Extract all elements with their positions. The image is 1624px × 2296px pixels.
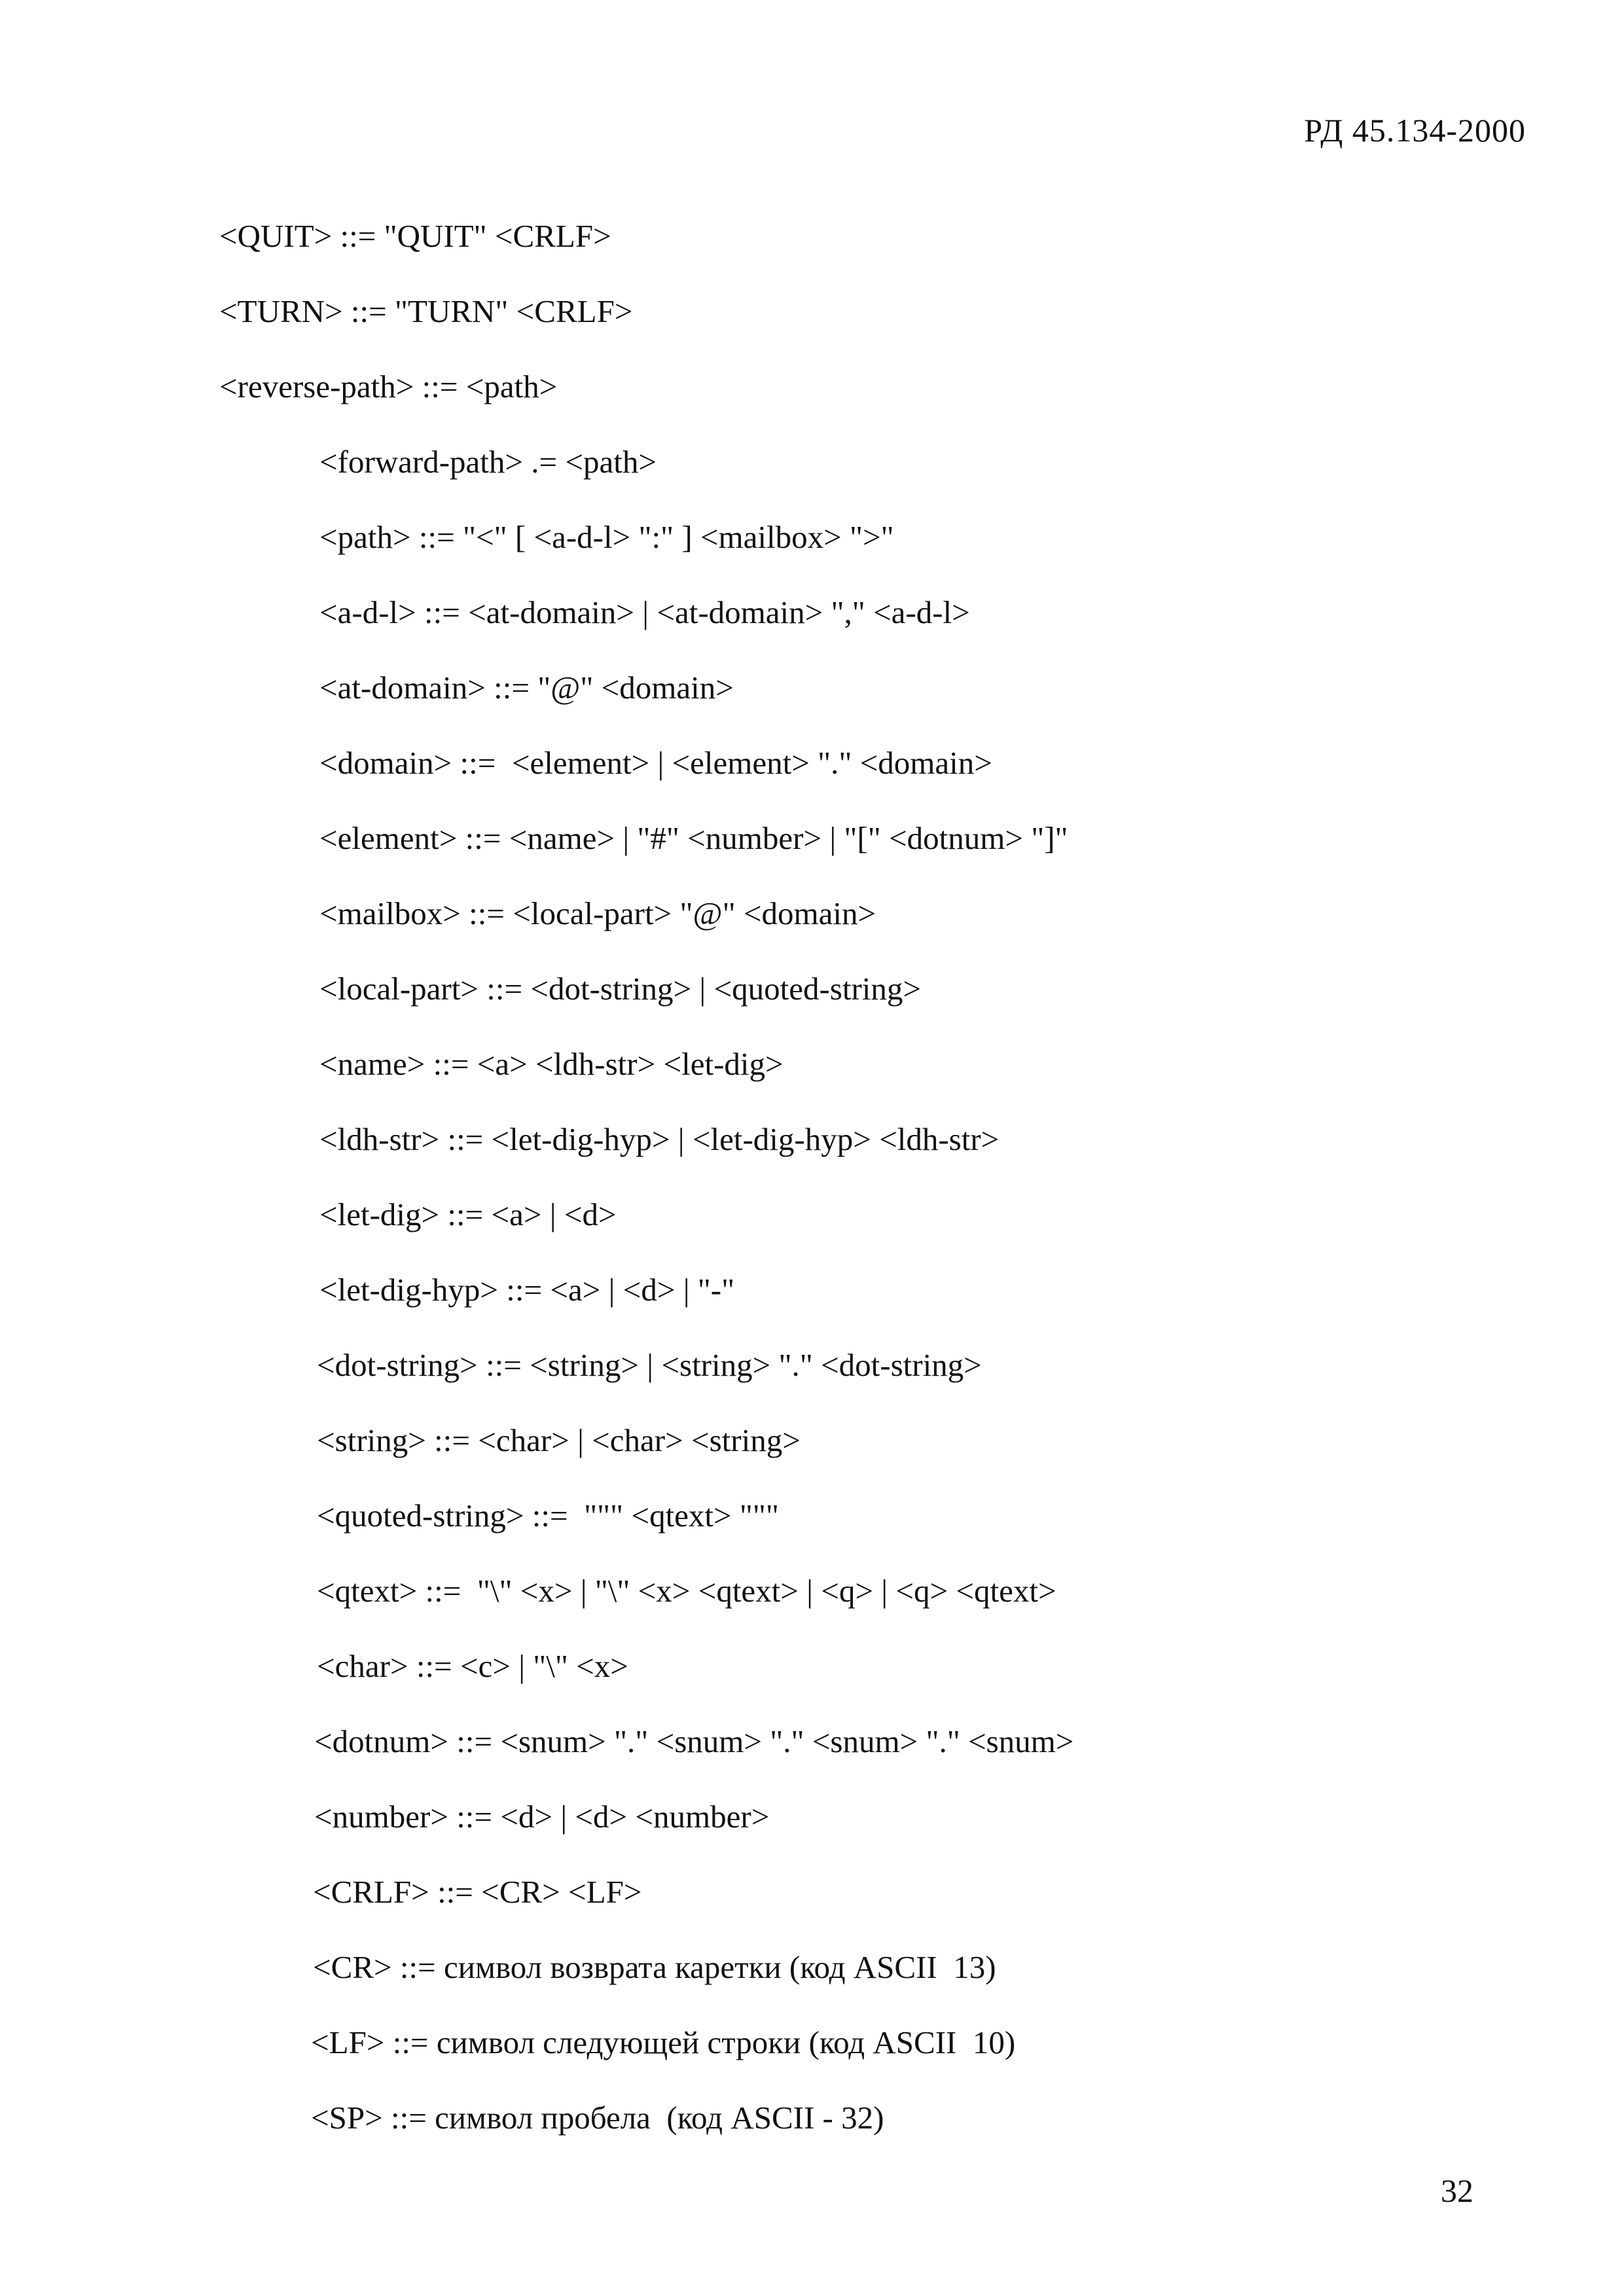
- grammar-rule-quoted-string: <quoted-string> ::= """ <qtext> """: [317, 1498, 779, 1534]
- grammar-rule-dot-string: <dot-string> ::= <string> | <string> "." <dot-string>: [317, 1347, 982, 1383]
- grammar-rule-at-domain: <at-domain> ::= "@" <domain>: [319, 670, 734, 706]
- grammar-rule-lf: <LF> ::= символ следующей строки (код ASCII 10): [311, 2024, 1016, 2060]
- grammar-rule-qtext: <qtext> ::= "\" <x> | "\" <x> <qtext> | <q> | <q> <qtext>: [317, 1573, 1056, 1609]
- grammar-rule-element: <element> ::= <name> | "#" <number> | "[" <dotnum> "]": [319, 820, 1068, 856]
- grammar-rule-number: <number> ::= <d> | <d> <number>: [314, 1799, 770, 1835]
- grammar-rule-a-d-l: <a-d-l> ::= <at-domain> | <at-domain> "," <a-d-l>: [319, 594, 970, 630]
- grammar-rule-reverse-path: <reverse-path> ::= <path>: [219, 368, 558, 404]
- grammar-rule-let-dig: <let-dig> ::= <a> | <d>: [319, 1196, 617, 1232]
- grammar-rule-crlf: <CRLF> ::= <CR> <LF>: [313, 1874, 642, 1910]
- grammar-rule-turn: <TURN> ::= "TURN" <CRLF>: [219, 293, 633, 329]
- grammar-rule-string: <string> ::= <char> | <char> <string>: [317, 1422, 801, 1458]
- grammar-rule-forward-path: <forward-path> .= <path>: [319, 444, 657, 480]
- grammar-rule-name: <name> ::= <a> <ldh-str> <let-dig>: [319, 1046, 784, 1082]
- grammar-rule-mailbox: <mailbox> ::= <local-part> "@" <domain>: [319, 895, 876, 931]
- grammar-rule-dotnum: <dotnum> ::= <snum> "." <snum> "." <snum> "." <snum>: [314, 1723, 1074, 1759]
- grammar-rule-let-dig-hyp: <let-dig-hyp> ::= <a> | <d> | "-": [319, 1272, 735, 1308]
- grammar-rule-local-part: <local-part> ::= <dot-string> | <quoted-string>: [319, 971, 922, 1007]
- page-number: 32: [1441, 2172, 1473, 2209]
- grammar-rule-cr: <CR> ::= символ возврата каретки (код ASCII 13): [313, 1949, 996, 1985]
- grammar-rule-domain: <domain> ::= <element> | <element> "." <domain>: [319, 745, 992, 781]
- grammar-rule-ldh-str: <ldh-str> ::= <let-dig-hyp> | <let-dig-hyp> <ldh-str>: [319, 1121, 1000, 1157]
- grammar-rule-quit: <QUIT> ::= "QUIT" <CRLF>: [219, 218, 611, 254]
- grammar-rule-char: <char> ::= <c> | "\" <x>: [317, 1648, 628, 1684]
- grammar-rule-path: <path> ::= "<" [ <a-d-l> ":" ] <mailbox> ">": [319, 519, 894, 555]
- document-code: РД 45.134-2000: [1304, 112, 1526, 149]
- grammar-rule-sp: <SP> ::= символ пробела (код ASCII - 32): [311, 2100, 884, 2136]
